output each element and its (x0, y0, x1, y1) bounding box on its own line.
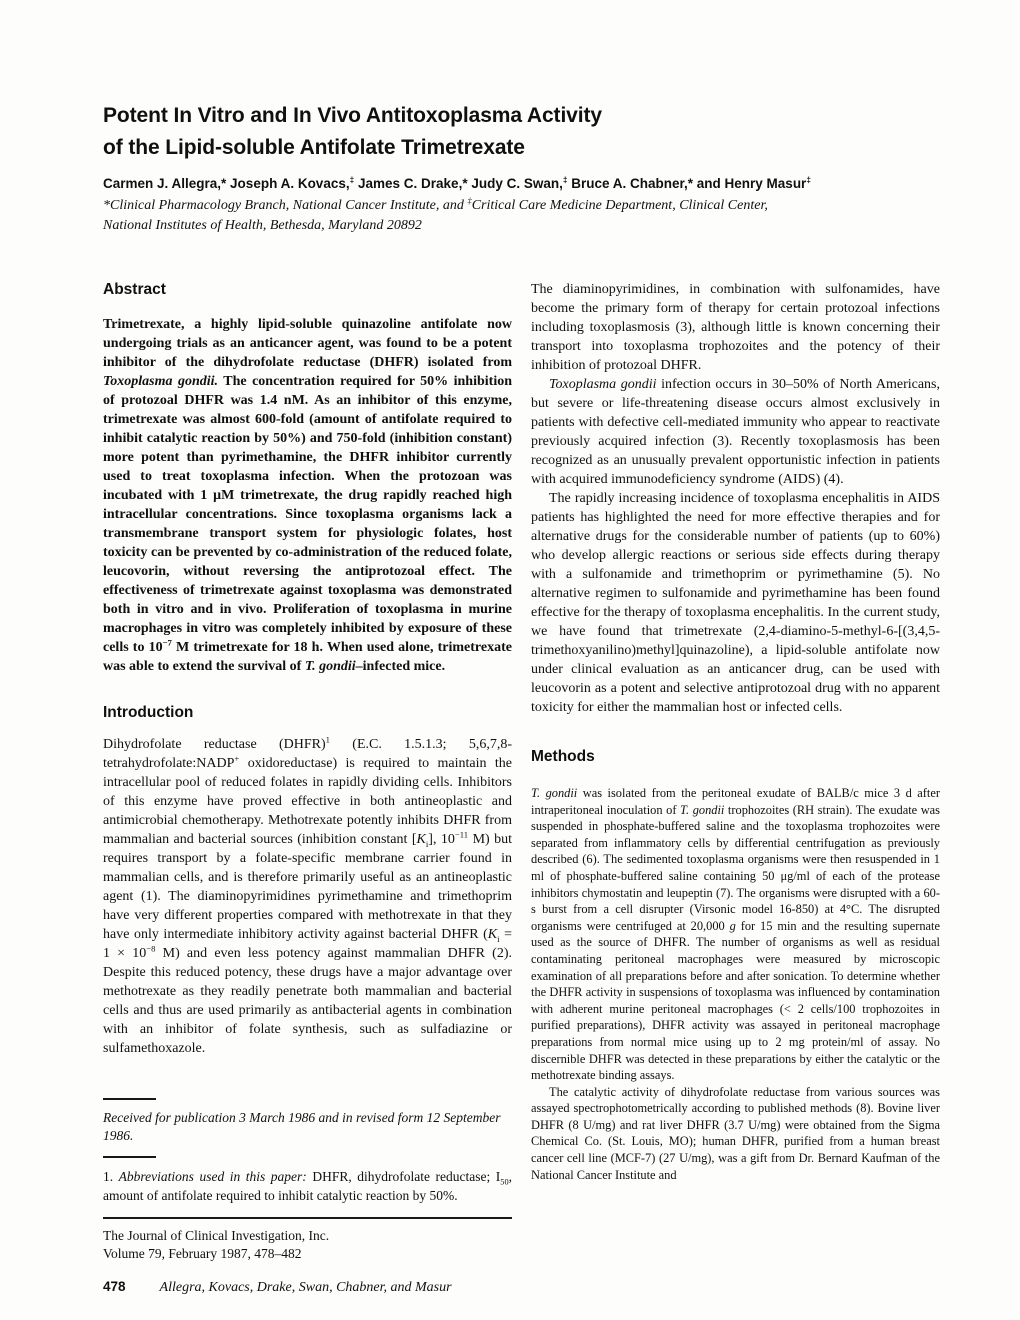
methods-heading: Methods (531, 748, 595, 765)
methods-paragraph: The catalytic activity of dihydrofolate reductase from various sources was assayed spectrophotometrically according to published methods (8). Bovine liver DHFR (8 U/mg) and rat liver DHFR (3.7 U/mg) were obtained from the Sigma Chemical Co. (St. Louis, MO); human DHFR, purified from a human breast cancer cell line (MCF-7) (27 U/mg), was a gift from Dr. Bernard Kaufman of the National Cancer Institute and (531, 1084, 940, 1182)
abstract-heading: Abstract (103, 281, 166, 298)
introduction-text: Dihydrofolate reductase (DHFR)$^1$ (E.C. 1.5.1.3; 5,6,7,8-tetrahydrofolate:NADP+ oxidoreductase) is required to maintain the intracellular pool of reduced folates in rapidly dividing cells. Inhibitors of this enzyme have proved effective in both antineoplastic and antimicrobial chemotherapy. Methotrexate potently inhibits DHFR from mammalian and bacterial sources (inhibition constant $[K_i]$, $10^{-11}$ M) but requires transport by a folate-specific membrane carrier found in mammalian cells, and is therefore primarily useful as an antineoplastic agent (1). The diaminopyrimidines pyrimethamine and trimethoprim have very different properties compared with methotrexate in that they have only intermediate inhibitory activity against bacterial DHFR ($K_i = 1 \times 10^{-8}$ M) and even less potency against mammalian DHFR (2). Despite this reduced potency, these drugs have a major advantage over methotrexate as they readily penetrate both mammalian and bacterial cells and thus are used primarily as antibacterial agents in combination with an inhibitor of folate synthesis, such as sulfadiazine or sulfamethoxazole. (103, 734, 513, 1056)
methods-paragraph: T. gondii was isolated from the peritoneal exudate of BALB/c mice 3 d after intraperitoneal inoculation of T. gondii trophozoites (RH strain). The exudate was suspended in phosphate-buffered saline and the toxoplasma trophozoites were separated from inflammatory cells by differential centrifugation as previously described (6). The sedimented toxoplasma organisms were then resuspended in 1 ml of phosphate-buffered saline containing 50 μg/ml of each of the protease inhibitors chymostatin and leupeptin (7). The organisms were disrupted with a 60-s burst from a cell disrupter (Virsonic model 16-850) at 4°C. The disrupted organisms were centrifuged at 20,000 g for 15 min and the resulting supernate used as the source of DHFR. The number of organisms as well as residual contaminating peritoneal macrophages were measured by microscopic examination of all preparations before and after sonication. To determine whether the DHFR activity in suspensions of toxoplasma was influenced by contamination with adherent murine peritoneal macrophages (< 2 cells/100 trophozoites in purified preparations), DHFR activity was assayed in peritoneal macrophage preparations from normal mice using up to 2 mg protein/ml of assay. No discernible DHFR was detected in these preparations by either the catalytic or the methotrexate binding assays. (531, 786, 940, 1083)
body-paragraph: Toxoplasma gondii infection occurs in 30–50% of North Americans, but severe or life-threatening disease occurs almost exclusively in patients with defective cell-mediated immunity who appear to reactivate previously acquired infection (3). Recently toxoplasmosis has been recognized as an unusually prevalent opportunistic infection in patients with acquired immunodeficiency syndrome (AIDS) (4). (531, 377, 940, 487)
abbreviations-note: 1. Abbreviations used in this paper: DHFR, dihydrofolate reductase; $I_{50}$, amount of antifolate required to inhibit catalytic reaction by 50%. (103, 1169, 513, 1203)
footnote-divider (103, 1156, 156, 1158)
journal-name: The Journal of Clinical Investigation, Inc. (103, 1228, 330, 1243)
affiliation-line: *Clinical Pharmacology Branch, National Cancer Institute, and ‡Critical Care Medicine Department, Clinical Center, National Institutes of Health, Bethesda, Maryland 20892 (103, 195, 768, 233)
introduction-heading: Introduction (103, 704, 194, 721)
author-line: Carmen J. Allegra,* Joseph A. Kovacs,‡ James C. Drake,* Judy C. Swan,‡ Bruce A. Chabner,* and Henry Masur‡ (103, 174, 811, 191)
right-column (531, 280, 940, 1183)
journal-imprint (103, 1227, 512, 1263)
page-number: 478 (103, 1279, 126, 1294)
article-header (103, 100, 948, 236)
abstract-text: Trimetrexate, a highly lipid-soluble quinazoline antifolate now undergoing trials as an anticancer agent, was found to be a potent inhibitor of the dihydrofolate reductase (DHFR) isolated from Toxoplasma gondii. The concentration required for 50% inhibition of protozoal DHFR was 1.4 nM. As an inhibitor of this enzyme, trimetrexate was almost 600-fold (amount of antifolate required to inhibit catalytic reaction by 50%) and 750-fold (inhibition constant) more potent than pyrimethamine, the DHFR inhibitor currently used to treat toxoplasma infection. When the protozoan was incubated with 1 μM trimetrexate, the drug rapidly reached high intracellular concentrations. Since toxoplasma organisms lack a transmembrane transport system for physiologic folates, host toxicity can be prevented by co-administration of the reduced folate, leucovorin, without reversing the antiprotozoal effect. The effectiveness of trimetrexate against toxoplasma was demonstrated both in vitro and in vivo. Proliferation of toxoplasma in murine macrophages in vitro was completely inhibited by exposure of these cells to $10^{-7}$ M trimetrexate for 18 h. When used alone, trimetrexate was able to extend the survival of T. gondii–infected mice. (103, 317, 512, 674)
page-footer (103, 1278, 803, 1296)
journal-volume: Volume 79, February 1987, 478–482 (103, 1246, 302, 1261)
journal-divider (103, 1217, 512, 1219)
article-title: Potent In Vitro and In Vivo Antitoxoplasma Activity of the Lipid-soluble Antifolate Trimetrexate (103, 104, 602, 159)
left-column (103, 280, 512, 1058)
footnote-block (103, 1098, 512, 1263)
body-paragraph: The rapidly increasing incidence of toxoplasma encephalitis in AIDS patients has highlighted the need for more effective therapies and for alternative drugs for the considerable number of patients (up to 60%) who develop allergic reactions or serious side effects during therapy with a sulfonamide and trimethoprim or pyrimethamine (5). No alternative regimen to sulfonamide and pyrimethamine has been found effective for the therapy of toxoplasma encephalitis. In the current study, we have found that trimetrexate (2,4-diamino-5-methyl-6-[(3,4,5-trimethoxyanilino)methyl]quinazoline), a lipid-soluble antifolate now under clinical evaluation as an anticancer drug, can be used with leucovorin as a potent and selective antiprotozoal drug with no apparent toxicity for either the mammalian host or infected cells. (531, 491, 940, 715)
received-date-note: Received for publication 3 March 1986 and in revised form 12 September 1986. (103, 1110, 501, 1143)
footnote-divider (103, 1098, 156, 1100)
running-authors: Allegra, Kovacs, Drake, Swan, Chabner, and Masur (159, 1280, 452, 1295)
body-paragraph: The diaminopyrimidines, in combination with sulfonamides, have become the primary form of therapy for certain protozoal infections including toxoplasmosis (3), although little is known concerning their transport into toxoplasma trophozoites and the potency of their inhibition of protozoal DHFR. (531, 282, 940, 373)
